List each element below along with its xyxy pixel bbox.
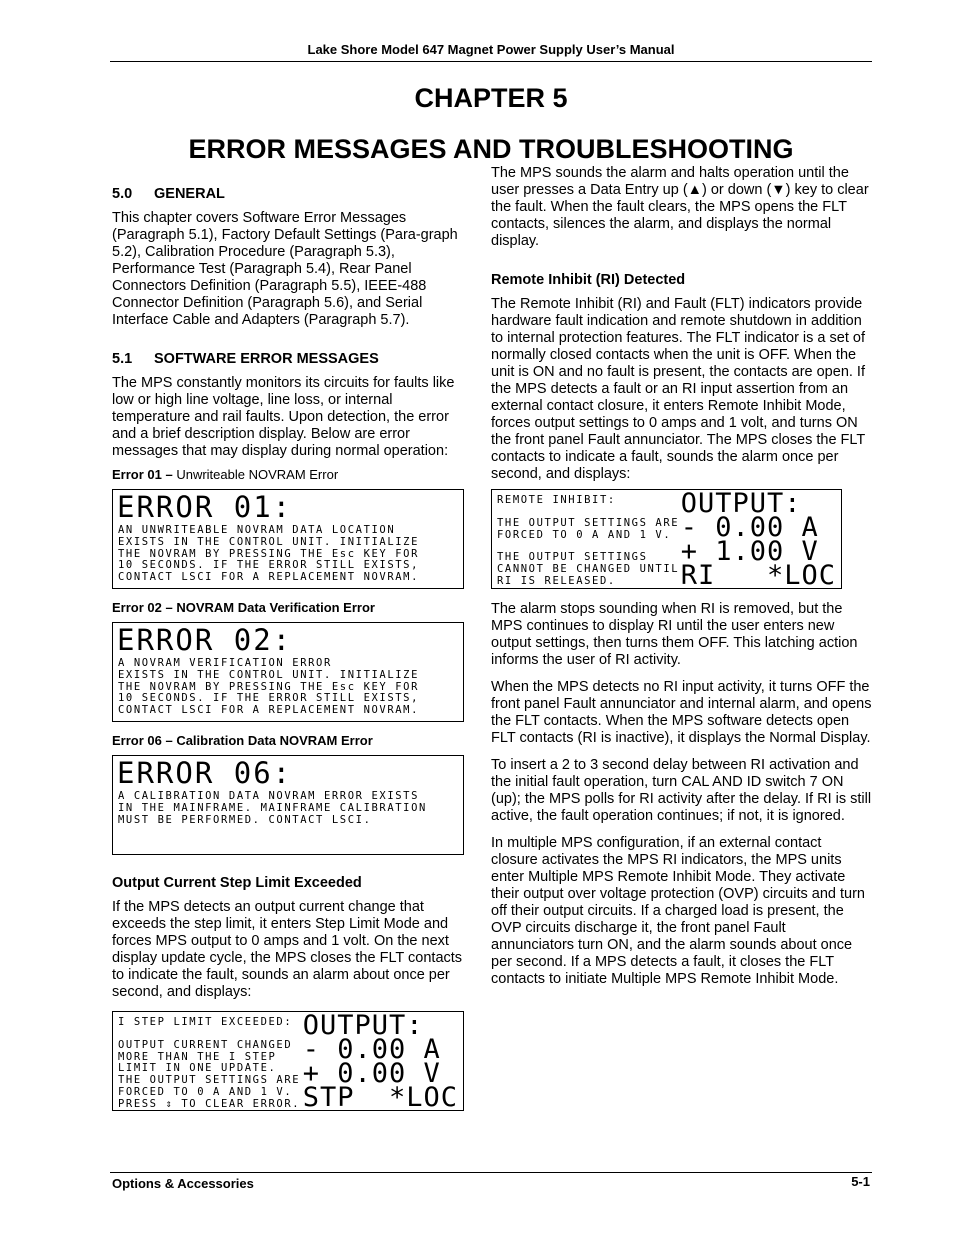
footer-rule (110, 1172, 872, 1173)
section-5-1-text: The MPS constantly monitors its circuits for faults like low or high line voltage, line loss, or internal temperature and rail faults. Upon detection, the error and a brief description display. Below are error messages that may display during normal operation: (112, 375, 455, 459)
display-output-pane: OUTPUT: - 0.00 A + 0.00 V STP *LOC (302, 1010, 458, 1113)
error-label: Error 06 – Calibration Data NOVRAM Error (112, 733, 373, 748)
page-number: 5-1 (851, 1174, 870, 1189)
display-title: ERROR 06: (117, 756, 293, 790)
error-02-caption (112, 599, 464, 616)
step-limit-text: If the MPS detects an output current change that exceeds the step limit, it enters Step Limit Mode and forces MPS output to 0 amps and 1 volt. On the next display update cycle, the MPS closes the FLT contacts to indicate the fault, sounds an alarm about once per second, and displays: (112, 899, 463, 1000)
display-title: ERROR 01: (117, 490, 293, 524)
display-message: A CALIBRATION DATA NOVRAM ERROR EXISTS IN THE MAINFRAME. MAINFRAME CALIBRATION MUST BE PERFORMED. CONTACT LSCI. (118, 790, 427, 826)
fault-clear-text: The MPS sounds the alarm and halts operation until the user presses a Data Entry up (▲) or down (▼) key to clear the fault. When the fault clears, the MPS opens the FLT contacts, silences the alarm, and displays the normal display. (491, 165, 869, 249)
ri-latching-text: The alarm stops sounding when RI is removed, but the MPS continues to display RI until the user enters new output settings, then turns them OFF. This latching action informs the user of RI activity. (491, 601, 858, 668)
error-description: Unwriteable NOVRAM Error (176, 467, 339, 482)
display-message: THE OUTPUT SETTINGS CANNOT BE CHANGED UNTIL RI IS RELEASED. (497, 551, 680, 587)
ri-delay-text: To insert a 2 to 3 second delay between RI activation and the initial fault operation, turn CAL AND ID switch 7 ON (up); the MPS polls for RI activity after the delay. If RI is still active, the fault operation continues; if not, it is ignored. (491, 757, 872, 824)
error-01-caption (112, 466, 464, 483)
chapter-heading: CHAPTER 5 (414, 83, 568, 113)
display-title: ERROR 02: (117, 623, 293, 657)
error-label: Error 02 – NOVRAM Data Verification Error (112, 600, 375, 615)
running-header: Lake Shore Model 647 Magnet Power Supply User’s Manual (307, 42, 675, 57)
section-title: GENERAL (154, 186, 225, 202)
section-number: 5.0 (112, 186, 133, 202)
error-label: Error 01 – (112, 467, 173, 482)
display-message: A NOVRAM VERIFICATION ERROR EXISTS IN THE CONTROL UNIT. INITIALIZE THE NOVRAM BY PRESSING THE Esc KEY FOR 10 SECONDS. IF THE ERROR STILL EXISTS, CONTACT LSCI FOR A REPLACEMENT NOVRAM. (118, 657, 420, 717)
section-title: SOFTWARE ERROR MESSAGES (154, 351, 379, 367)
display-left-pane (113, 1012, 300, 1110)
header-rule (110, 61, 872, 62)
display-output-pane: OUTPUT: - 0.00 A + 1.00 V RI *LOC (680, 488, 836, 591)
step-limit-display (112, 1011, 464, 1111)
multiple-mps-text: In multiple MPS configuration, if an external contact closure activates the MPS RI indicators, the MPS units enter Multiple MPS Remote Inhibit Mode. They activate their output over voltage protection (OVP) circuits and turn off their output circuits. If a charged load is present, the OVP circuits discharge it, the front panel Fault annunciators turn ON, and the alarm sounds about once per second. If a MPS detects a fault, it closes the FLT contacts to initiate Multiple MPS Remote Inhibit Mode. (491, 835, 865, 987)
section-5-0-text: This chapter covers Software Error Messages (Paragraph 5.1), Factory Default Settings (Para-graph 5.2), Calibration Procedure (Paragraph 5.3), Performance Test (Paragraph 5.4), Rear Panel Connectors Definition (Paragraph 5.5), IEEE-488 Connector Definition (Paragraph 5.6), and Serial Interface Cable and Adapters (Paragraph 5.7). (112, 210, 458, 328)
section-5-1-heading (112, 351, 464, 368)
display-message: OUTPUT CURRENT CHANGED MORE THAN THE I STEP LIMIT IN ONE UPDATE. THE OUTPUT SETTINGS ARE FORCED TO 0 A AND 1 V. PRESS ⇕ TO CLEAR ERROR. (118, 1038, 301, 1110)
error-06-caption (112, 732, 464, 749)
display-message: THE OUTPUT SETTINGS ARE FORCED TO 0 A AND 1 V. (497, 516, 680, 541)
display-top-line: I STEP LIMIT EXCEEDED: (118, 1016, 293, 1028)
step-limit-heading: Output Current Step Limit Exceeded (112, 875, 362, 891)
error-01-display (112, 489, 464, 589)
remote-inhibit-text: The Remote Inhibit (RI) and Fault (FLT) indicators provide hardware fault indication and remote shutdown in addition to internal protection features. The FLT indicator is a set of normally closed contacts when the unit is OFF. When the unit is ON and no fault is present, the contacts are open. If the MPS detects a fault or an RI input assertion from an external contact closure, it enters Remote Inhibit Mode, forces output settings to 0 amps and 1 volt, and turns ON the front panel Fault annunciator. The MPS closes the FLT contacts to indicate a fault, sounds the alarm once per second, and displays: (491, 296, 865, 482)
footer-section: Options & Accessories (112, 1176, 254, 1191)
right-column (491, 165, 872, 998)
left-column (112, 186, 464, 1111)
section-5-0-heading (112, 186, 464, 203)
remote-inhibit-display (491, 489, 842, 589)
chapter-title: ERROR MESSAGES AND TROUBLESHOOTING (188, 134, 794, 164)
display-top-line: REMOTE INHIBIT: (497, 494, 616, 506)
display-message: AN UNWRITEABLE NOVRAM DATA LOCATION EXISTS IN THE CONTROL UNIT. INITIALIZE THE NOVRAM BY PRESSING THE Esc KEY FOR 10 SECONDS. IF THE ERROR STILL EXISTS, CONTACT LSCI FOR A REPLACEMENT NOVRAM. (118, 524, 420, 584)
display-left-pane (492, 490, 679, 588)
remote-inhibit-heading: Remote Inhibit (RI) Detected (491, 272, 686, 288)
ri-inactive-text: When the MPS detects no RI input activity, it turns OFF the front panel Fault annunciator and internal alarm, and opens the FLT contacts. When the MPS software detects open FLT contacts (RI is inactive), it displays the Normal Display. (491, 679, 872, 746)
error-06-display (112, 755, 464, 855)
section-number: 5.1 (112, 351, 133, 367)
error-02-display (112, 622, 464, 722)
